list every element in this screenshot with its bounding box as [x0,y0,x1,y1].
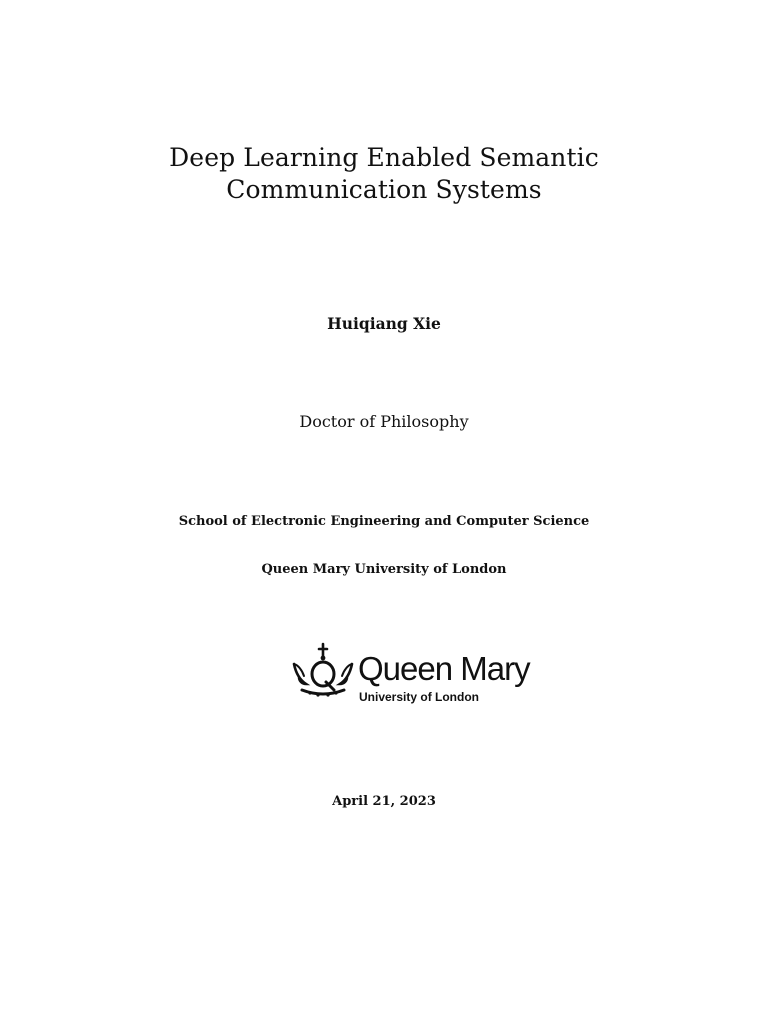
school-name: School of Electronic Engineering and Computer Science [178,514,590,529]
thesis-title-line-1: Deep Learning Enabled Semantic [169,143,599,172]
queen-mary-logo [290,640,530,710]
author-name: Huiqiang Xie [327,314,441,333]
thesis-title [0,142,768,206]
degree-name: Doctor of Philosophy [299,412,469,431]
submission-date: April 21, 2023 [332,794,436,809]
university-name: Queen Mary University of London [261,562,507,577]
logo-wordmark: Queen Mary [358,650,530,687]
crown-q-crest-icon [290,640,356,706]
logo-subtitle: University of London [359,690,479,704]
thesis-title-line-2: Communication Systems [226,175,542,204]
